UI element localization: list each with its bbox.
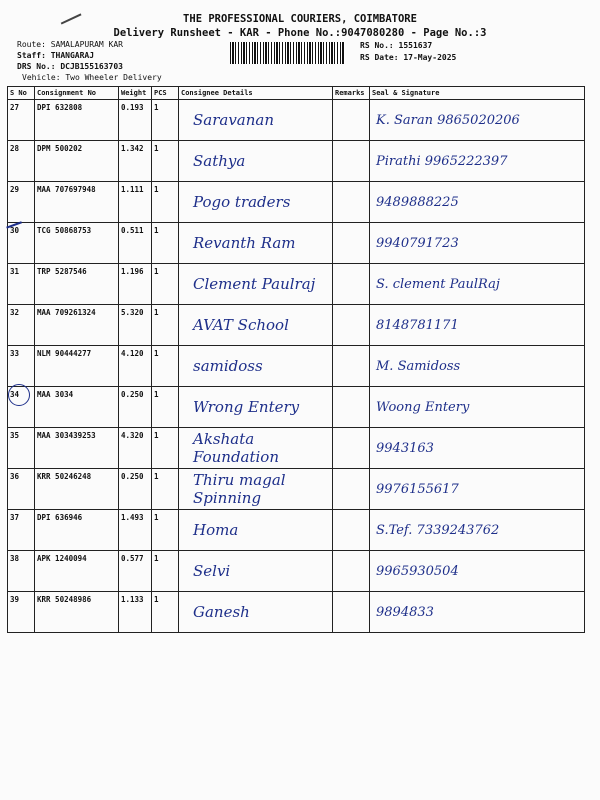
col-pcs: PCS (152, 87, 179, 100)
cell-pcs: 1 (152, 551, 179, 592)
cell-signature: 9894833 (370, 592, 585, 633)
cell-consignee: Selvi (179, 551, 333, 592)
cell-sno: 36 (8, 469, 35, 510)
cell-pcs: 1 (152, 469, 179, 510)
col-sno: S No (8, 87, 35, 100)
cell-remarks (333, 387, 370, 428)
cell-weight: 1.493 (119, 510, 152, 551)
cell-consignee: Homa (179, 510, 333, 551)
cell-pcs: 1 (152, 387, 179, 428)
cell-pcs: 1 (152, 100, 179, 141)
runsheet-subtitle: Delivery Runsheet - KAR - Phone No.:9047080280 - Page No.:3 (113, 27, 487, 39)
cell-weight: 4.320 (119, 428, 152, 469)
cell-remarks (333, 551, 370, 592)
cell-cno: TCG 50868753 (35, 223, 119, 264)
cell-remarks (333, 100, 370, 141)
table-row (8, 100, 585, 141)
cell-signature: K. Saran 9865020206 (370, 100, 585, 141)
cell-pcs: 1 (152, 510, 179, 551)
cell-weight: 1.342 (119, 141, 152, 182)
handwritten-circle-mark (8, 384, 30, 406)
cell-sno: 35 (8, 428, 35, 469)
table-row (8, 223, 585, 264)
cell-sno: 39 (8, 592, 35, 633)
table-row (8, 469, 585, 510)
cell-cno: NLM 90444277 (35, 346, 119, 387)
cell-pcs: 1 (152, 141, 179, 182)
cell-pcs: 1 (152, 346, 179, 387)
table-row (8, 264, 585, 305)
rs-date: RS Date: 17-May-2025 (360, 53, 457, 62)
cell-signature: S.Tef. 7339243762 (370, 510, 585, 551)
cell-sno: 28 (8, 141, 35, 182)
cell-pcs: 1 (152, 264, 179, 305)
cell-pcs: 1 (152, 223, 179, 264)
cell-cno: DPI 632808 (35, 100, 119, 141)
company-title: THE PROFESSIONAL COURIERS, COIMBATORE (183, 13, 417, 25)
barcode-icon (230, 42, 345, 64)
cell-remarks (333, 305, 370, 346)
cell-signature: 9976155617 (370, 469, 585, 510)
cell-cno: KRR 50246248 (35, 469, 119, 510)
cell-weight: 0.577 (119, 551, 152, 592)
cell-signature: 9940791723 (370, 223, 585, 264)
table-row (8, 182, 585, 223)
table-row (8, 387, 585, 428)
col-weight: Weight (119, 87, 152, 100)
cell-remarks (333, 346, 370, 387)
col-remarks: Remarks (333, 87, 370, 100)
delivery-table (7, 86, 585, 633)
cell-weight: 0.250 (119, 387, 152, 428)
cell-consignee: AVAT School (179, 305, 333, 346)
cell-signature: 9943163 (370, 428, 585, 469)
cell-pcs: 1 (152, 428, 179, 469)
cell-sno: 30 (8, 223, 35, 264)
cell-weight: 1.133 (119, 592, 152, 633)
cell-cno: KRR 50248986 (35, 592, 119, 633)
cell-remarks (333, 510, 370, 551)
rs-number: RS No.: 1551637 (360, 41, 433, 50)
table-row (8, 592, 585, 633)
cell-consignee: Revanth Ram (179, 223, 333, 264)
table-row (8, 305, 585, 346)
cell-pcs: 1 (152, 592, 179, 633)
cell-cno: APK 1240094 (35, 551, 119, 592)
cell-cno: DPI 636946 (35, 510, 119, 551)
cell-remarks (333, 428, 370, 469)
table-row (8, 428, 585, 469)
cell-weight: 0.511 (119, 223, 152, 264)
cell-weight: 5.320 (119, 305, 152, 346)
drs-label: DRS No.: DCJB155163703 (17, 62, 123, 71)
cell-signature: 9489888225 (370, 182, 585, 223)
cell-pcs: 1 (152, 305, 179, 346)
cell-remarks (333, 223, 370, 264)
table-row (8, 510, 585, 551)
cell-remarks (333, 182, 370, 223)
table-row (8, 551, 585, 592)
cell-consignee: Pogo traders (179, 182, 333, 223)
cell-cno: DPM 500202 (35, 141, 119, 182)
col-consignee: Consignee Details (179, 87, 333, 100)
vehicle-label: Vehicle: Two Wheeler Delivery (22, 73, 162, 82)
cell-sno: 34 (8, 387, 35, 428)
cell-sno: 38 (8, 551, 35, 592)
cell-sno: 32 (8, 305, 35, 346)
cell-cno: MAA 3034 (35, 387, 119, 428)
table-row (8, 346, 585, 387)
cell-consignee: Sathya (179, 141, 333, 182)
staff-label: Staff: THANGARAJ (17, 51, 95, 60)
cell-signature: M. Samidoss (370, 346, 585, 387)
cell-consignee: Ganesh (179, 592, 333, 633)
cell-consignee: Saravanan (179, 100, 333, 141)
cell-sno: 27 (8, 100, 35, 141)
cell-consignee: Wrong Entery (179, 387, 333, 428)
cell-consignee: Clement Paulraj (179, 264, 333, 305)
cell-sno: 33 (8, 346, 35, 387)
cell-weight: 0.250 (119, 469, 152, 510)
cell-weight: 1.111 (119, 182, 152, 223)
cell-signature: 8148781171 (370, 305, 585, 346)
table-row (8, 141, 585, 182)
col-signature: Seal & Signature (370, 87, 585, 100)
cell-remarks (333, 469, 370, 510)
cell-consignee: Thiru magal Spinning (179, 469, 333, 510)
cell-cno: MAA 709261324 (35, 305, 119, 346)
cell-weight: 0.193 (119, 100, 152, 141)
table-header-row (8, 87, 585, 100)
cell-signature: S. clement PaulRaj (370, 264, 585, 305)
cell-consignee: samidoss (179, 346, 333, 387)
cell-pcs: 1 (152, 182, 179, 223)
cell-remarks (333, 141, 370, 182)
cell-remarks (333, 592, 370, 633)
cell-sno: 31 (8, 264, 35, 305)
col-consignment: Consignment No (35, 87, 119, 100)
cell-consignee: Akshata Foundation (179, 428, 333, 469)
route-label: Route: SAMALAPURAM KAR (17, 40, 123, 49)
cell-weight: 1.196 (119, 264, 152, 305)
cell-signature: 9965930504 (370, 551, 585, 592)
cell-remarks (333, 264, 370, 305)
cell-sno: 37 (8, 510, 35, 551)
cell-cno: TRP 5287546 (35, 264, 119, 305)
cell-weight: 4.120 (119, 346, 152, 387)
cell-signature: Pirathi 9965222397 (370, 141, 585, 182)
cell-sno: 29 (8, 182, 35, 223)
cell-cno: MAA 303439253 (35, 428, 119, 469)
cell-cno: MAA 707697948 (35, 182, 119, 223)
cell-signature: Woong Entery (370, 387, 585, 428)
